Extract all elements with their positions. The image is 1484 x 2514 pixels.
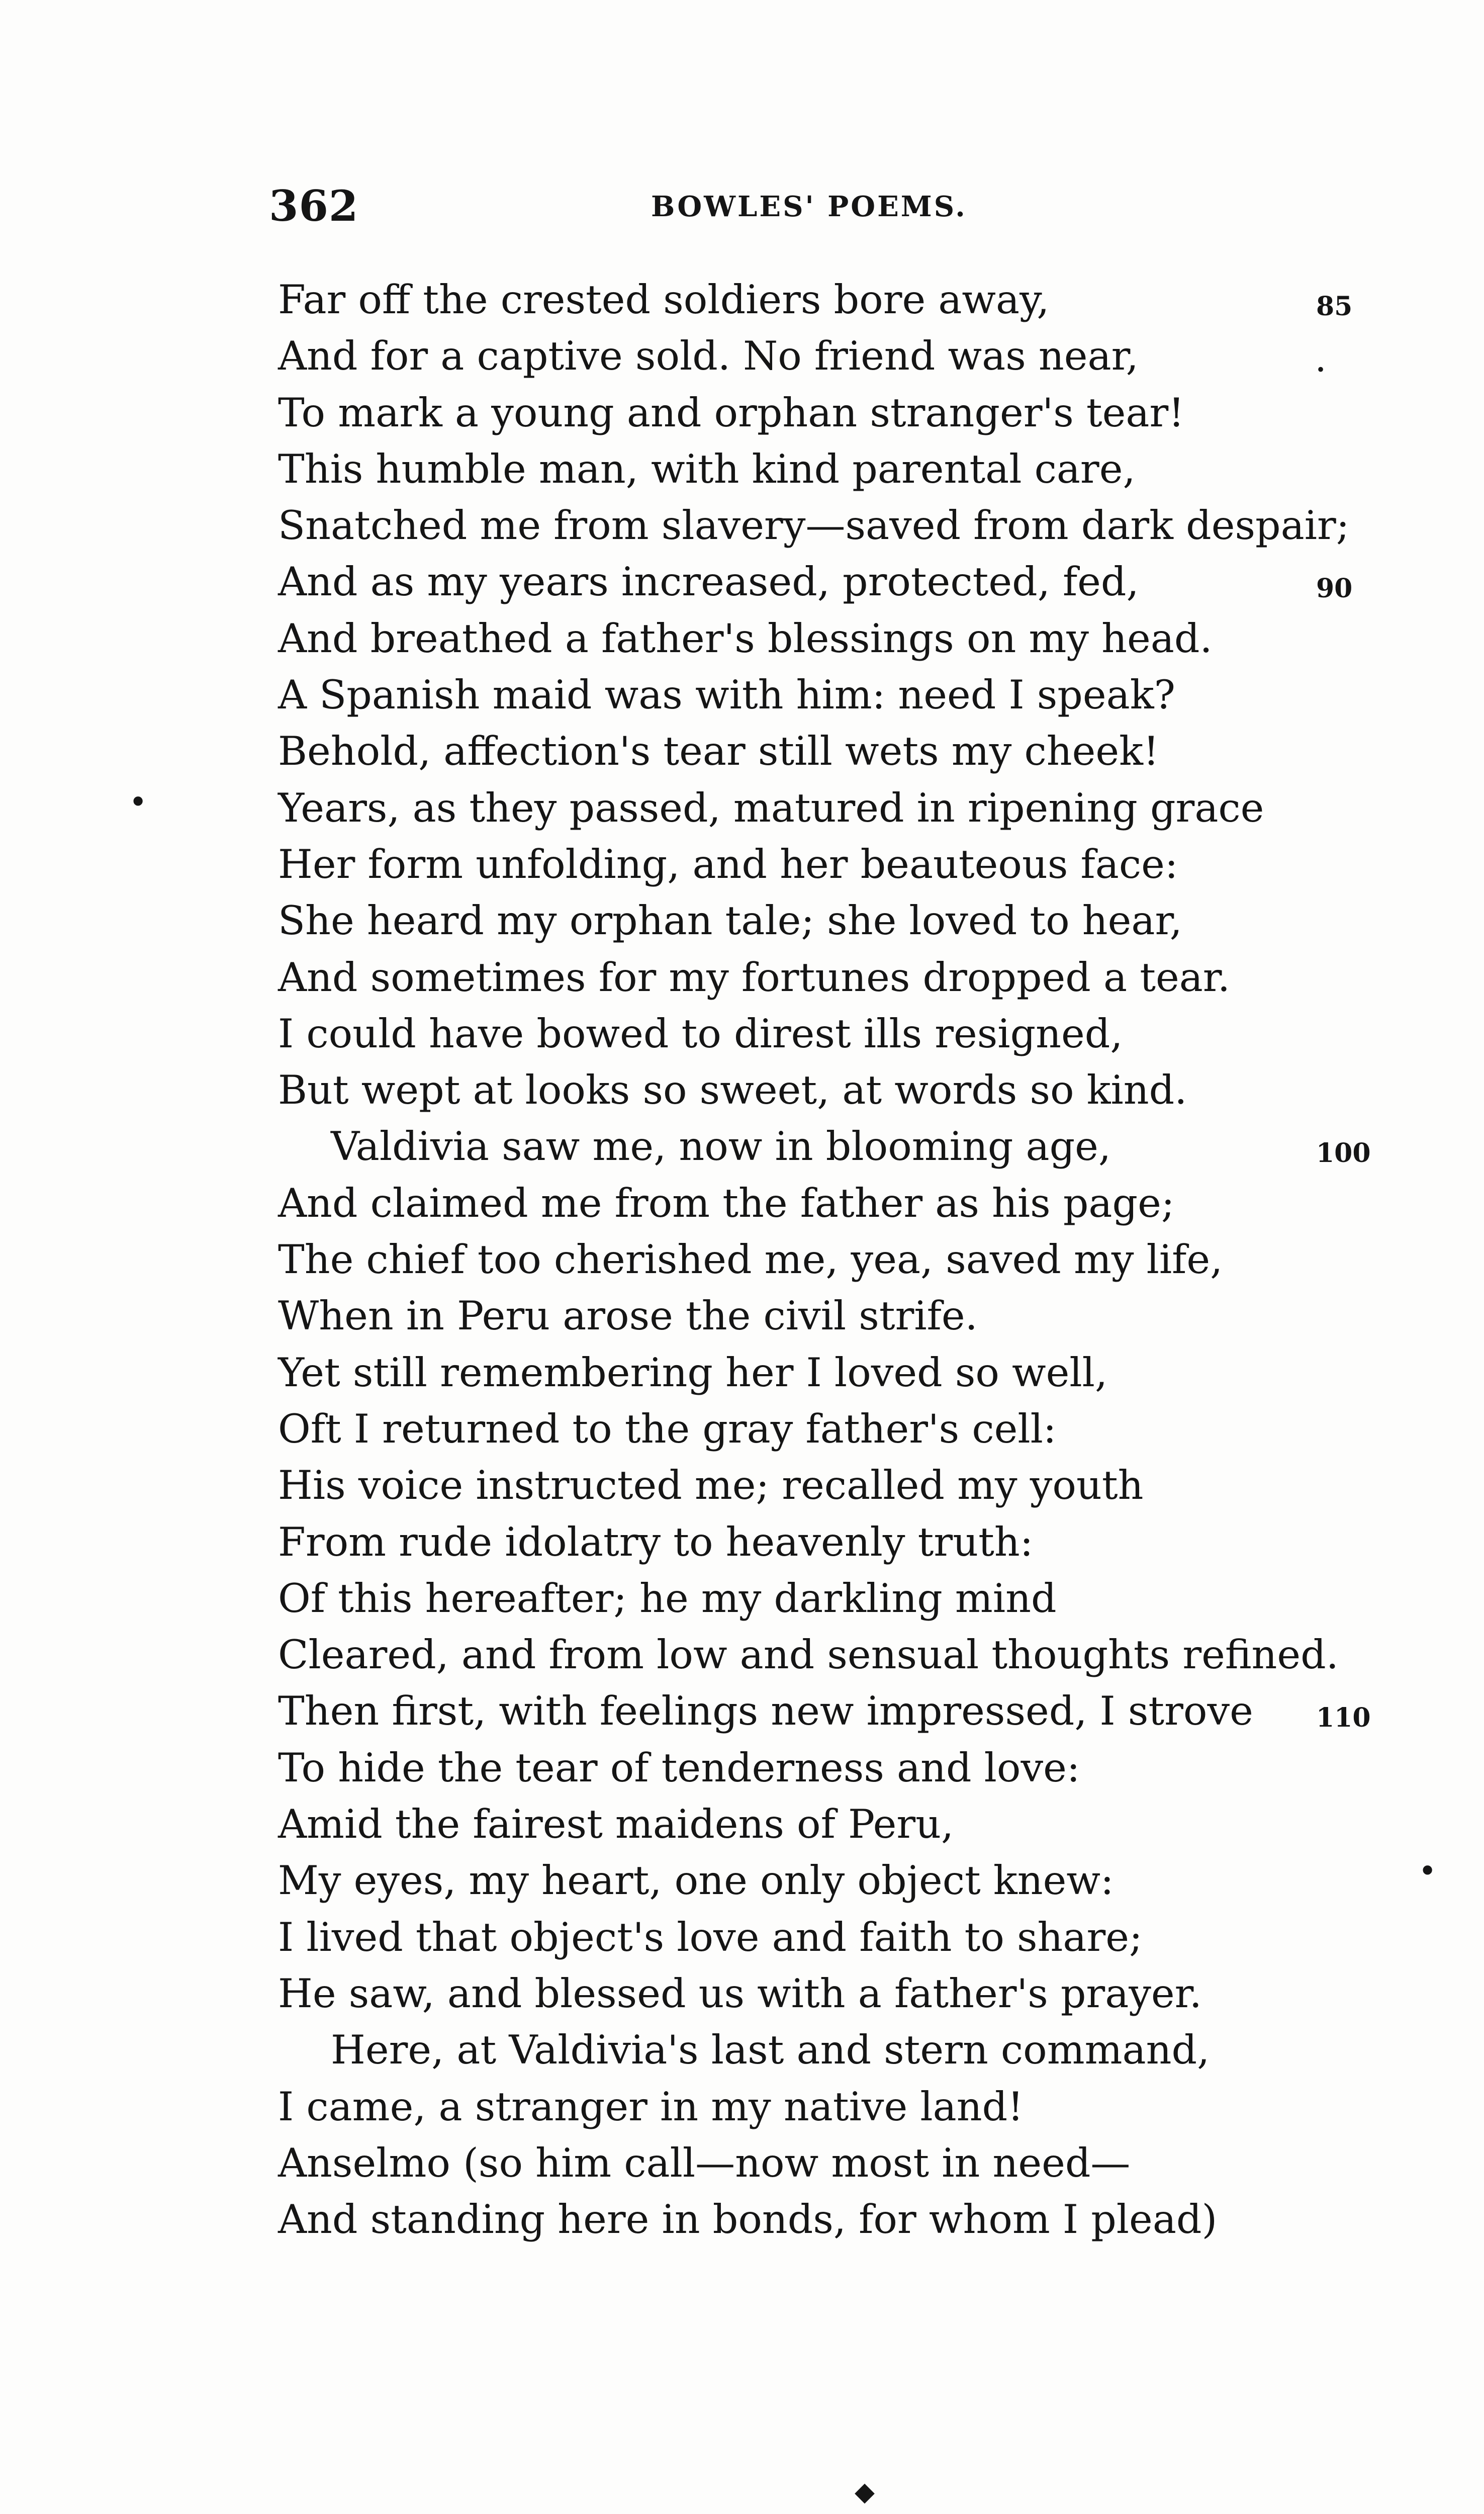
poem-line-text: Years, as they passed, matured in ripening grace [278,784,1264,831]
poem-line-text: Of this hereafter; he my darkling mind [278,1575,1057,1622]
poem-line-text: Far off the crested soldiers bore away, [278,277,1050,323]
poem-line [278,2022,1354,2078]
poem-line-text: Anselmo (so him call—now most in need— [278,2139,1131,2186]
poem-line-text: I came, a stranger in my native land! [278,2083,1024,2130]
poem-line [278,2079,1354,2135]
running-title: BOWLES' POEMS. [651,190,967,223]
poem-line-text: Cleared, and from low and sensual thoughts refined. [278,1632,1339,1678]
poem-line [278,1852,1354,1909]
poem-line [278,1175,1354,1231]
poem-line [278,1401,1354,1457]
left-margin-bullet: • [130,787,147,818]
poem-line-text: His voice instructed me; recalled my youth [278,1462,1144,1509]
poem-line [278,1740,1354,1796]
poem-line-text: Amid the fairest maidens of Peru, [278,1801,954,1848]
poem-line-text: From rude idolatry to heavenly truth: [278,1518,1034,1565]
line-number: 90 [1316,573,1353,604]
poem-line [278,723,1354,779]
poem-line-text: This humble man, with kind parental care, [278,445,1136,492]
bottom-diamond-ornament: ◆ [855,2476,875,2507]
poem-line [278,1118,1371,1175]
poem-line [278,949,1354,1006]
poem-line-text: He saw, and blessed us with a father's prayer. [278,1970,1202,2017]
line-number: 85 [1316,291,1353,322]
poem-line-text: And for a captive sold. No friend was near, [278,333,1139,380]
page-header [269,181,1315,236]
poem-line [278,1909,1354,1965]
poem-line [278,328,1354,384]
poem-line [278,1514,1354,1570]
poem-line [278,1344,1354,1401]
poem-line-text: And as my years increased, protected, fed, [278,559,1139,605]
line-number: 110 [1316,1702,1371,1734]
poem-line-text: My eyes, my heart, one only object knew: [278,1857,1114,1904]
poem-line [278,2135,1354,2191]
poem-line-text: And breathed a father's blessings on my head. [278,615,1213,662]
poem-line [278,1288,1354,1344]
poem-line-text: And claimed me from the father as his page; [278,1180,1175,1226]
line-number: 100 [1316,1138,1371,1169]
poem-line-text: A Spanish maid was with him: need I speak? [278,672,1175,719]
poem-line-text: I could have bowed to direst ills resigned, [278,1010,1123,1057]
poem-text [278,272,1371,2248]
poem-line [278,780,1354,836]
poem-line [278,272,1354,328]
poem-line-text: Here, at Valdivia's last and stern command, [331,2027,1210,2074]
poem-line-text: I lived that object's love and faith to share; [278,1914,1143,1960]
poem-line [278,1796,1354,1852]
line-number: . [1316,347,1326,379]
poem-line-text: Oft I returned to the gray father's cell: [278,1405,1057,1452]
poem-line-text: The chief too cherished me, yea, saved my life, [278,1236,1223,1283]
poem-line-text: Snatched me from slavery—saved from dark despair; [278,502,1350,549]
poem-line [278,497,1354,554]
poem-line [278,1627,1354,1683]
poem-line [278,385,1354,441]
poem-line [278,836,1354,892]
right-margin-bullet: • [1419,1856,1436,1887]
page-number: 362 [269,181,359,231]
poem-line-text: But wept at looks so sweet, at words so kind. [278,1067,1187,1114]
poem-line [278,1231,1354,1288]
poem-line [278,667,1354,723]
poem-line [278,1006,1354,1062]
poem-line [278,1683,1371,1739]
poem-line-text: Her form unfolding, and her beauteous face: [278,841,1178,887]
poem-line-text: To mark a young and orphan stranger's tear! [278,389,1184,436]
poem-line-text: To hide the tear of tenderness and love: [278,1744,1080,1791]
poem-line [278,1062,1354,1118]
poem-line [278,610,1354,667]
poem-line [278,1457,1354,1513]
poem-line-text: She heard my orphan tale; she loved to hear, [278,897,1182,944]
poem-line-text: Then first, with feelings new impressed, I strove [278,1688,1253,1735]
poem-line [278,892,1354,949]
poem-line-text: Valdivia saw me, now in blooming age, [331,1123,1111,1170]
poem-line-text: When in Peru arose the civil strife. [278,1293,978,1339]
poem-line [278,554,1354,610]
poem-line-text: And sometimes for my fortunes dropped a tear. [278,954,1230,1001]
poem-line [278,1570,1354,1627]
poem-line-text: Behold, affection's tear still wets my cheek! [278,728,1159,775]
poem-line [278,2191,1354,2248]
poem-line [278,1965,1354,2022]
poem-line [278,441,1354,497]
poem-line-text: Yet still remembering her I loved so well, [278,1349,1108,1396]
poem-line-text: And standing here in bonds, for whom I plead) [278,2196,1218,2243]
